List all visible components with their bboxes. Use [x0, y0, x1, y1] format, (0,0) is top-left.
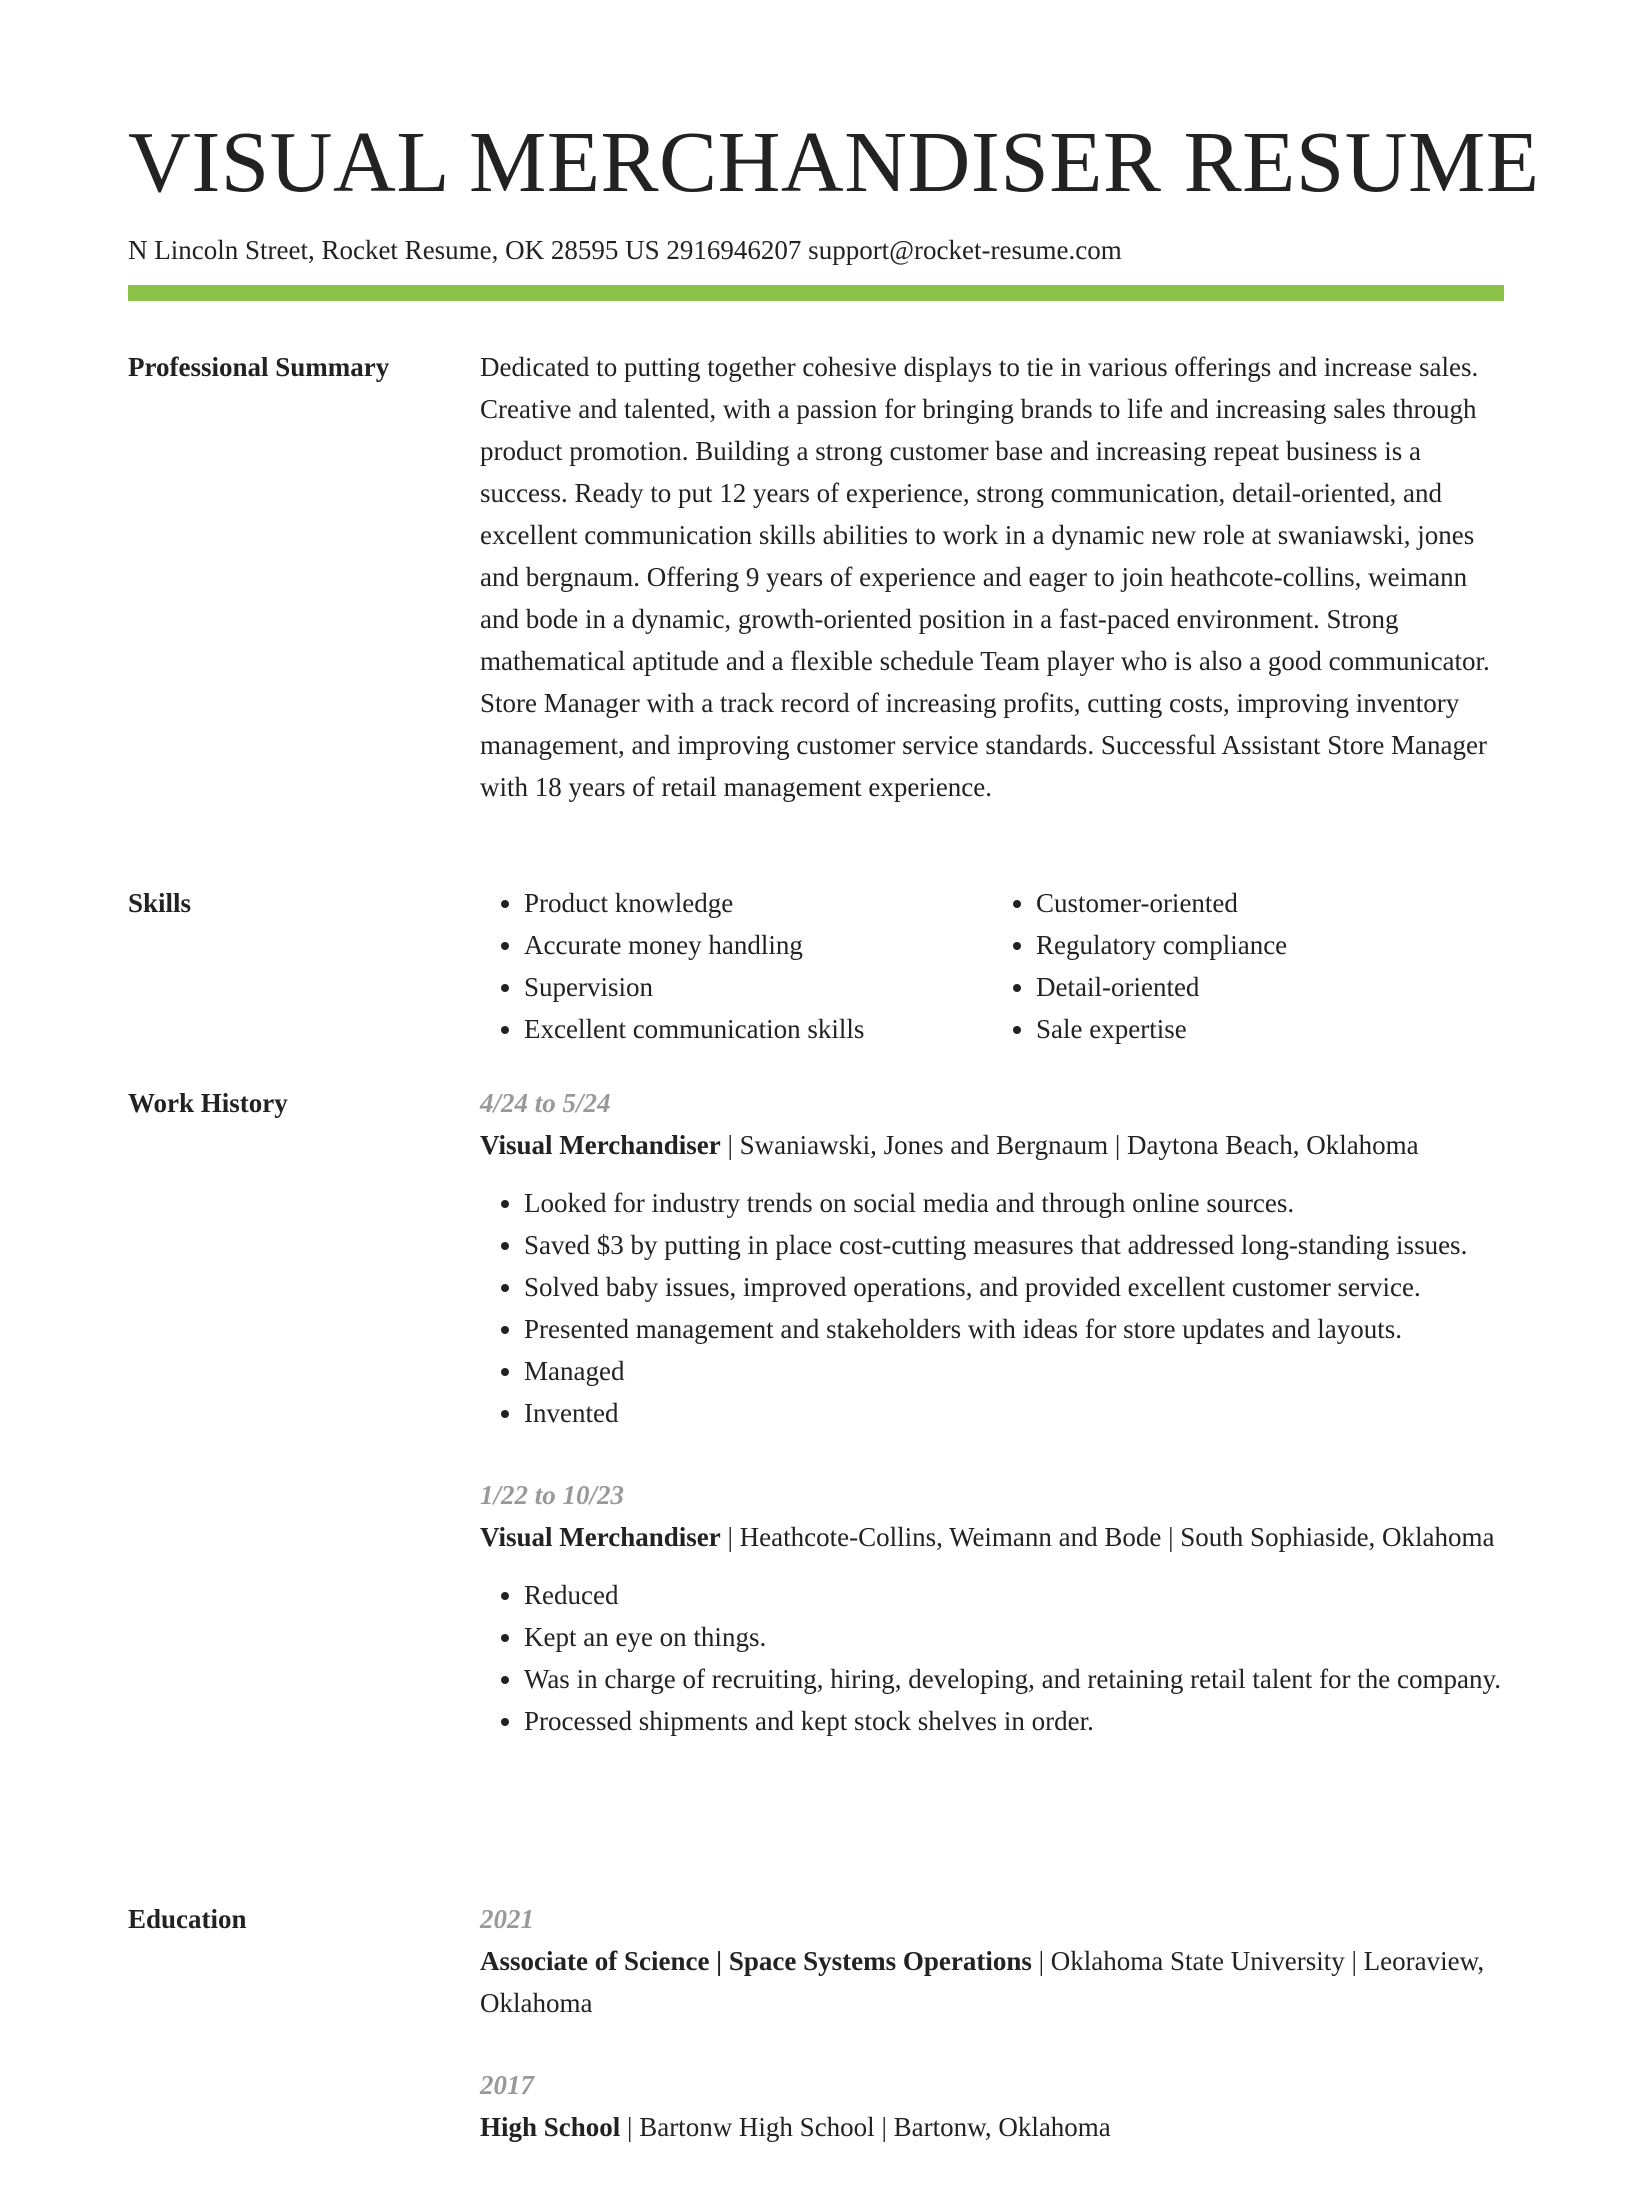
skills-list-left: [480, 882, 992, 1050]
education-year: 2017: [480, 2070, 534, 2100]
job-title-line: [480, 1516, 1504, 1558]
job-bullet: • Was in charge of recruiting, hiring, developing, and retaining retail talent for the company.: [524, 1658, 1504, 1700]
education-heading: Education: [128, 1904, 247, 1934]
education-school-location: | Oklahoma State University | Leoraview, Oklahoma: [480, 1946, 1485, 2018]
job-bullet: • Presented management and stakeholders with ideas for store updates and layouts.: [524, 1308, 1504, 1350]
summary-heading: Professional Summary: [128, 352, 390, 382]
job-bullet: • Processed shipments and kept stock shelves in order.: [524, 1700, 1504, 1742]
job-bullet: • Reduced: [524, 1574, 1504, 1616]
job-title-line: [480, 1124, 1504, 1166]
education-entry: [480, 1898, 1504, 2024]
summary-text: Dedicated to putting together cohesive displays to tie in various offerings and increase sales. Creative and talented, with a passion for bringing brands to life and increasing sales through product promotion. Building a strong customer base and increasing repeat business is a success. Ready to put 12 years of experience, strong communication, detail-oriented, and excellent communication skills abilities to work in a dynamic new role at swaniawski, jones and bergnaum. Offering 9 years of experience and eager to join heathcote-collins, weimann and bode in a dynamic, growth-oriented position in a fast-paced environment. Strong mathematical aptitude and a flexible schedule Team player who is also a good communicator. Store Manager with a track record of increasing profits, cutting costs, improving inventory management, and improving customer service standards. Successful Assistant Store Manager with 18 years of retail management experience.: [480, 352, 1490, 802]
job-position: Visual Merchandiser: [480, 1130, 721, 1160]
skills-heading: Skills: [128, 888, 192, 918]
work-history-heading: Work History: [128, 1088, 288, 1118]
job-bullet: • Looked for industry trends on social media and through online sources.: [524, 1182, 1504, 1224]
education-line: [480, 1940, 1504, 2024]
job-entry: [480, 1474, 1504, 1742]
job-bullet: • Kept an eye on things.: [524, 1616, 1504, 1658]
skills-list-right: [992, 882, 1504, 1050]
skill-item: • Accurate money handling: [524, 924, 992, 966]
job-bullet: • Managed: [524, 1350, 1504, 1392]
education-line: [480, 2106, 1504, 2148]
job-bullets: [480, 1574, 1504, 1742]
accent-divider: [128, 285, 1504, 301]
job-employer-location: | Heathcote-Collins, Weimann and Bode | South Sophiaside, Oklahoma: [720, 1522, 1495, 1552]
education-year: 2021: [480, 1904, 534, 1934]
job-bullets: [480, 1182, 1504, 1434]
job-entry: [480, 1082, 1504, 1434]
job-dates: 1/22 to 10/23: [480, 1480, 625, 1510]
education-degree: High School: [480, 2112, 621, 2142]
job-bullet: • Saved $3 by putting in place cost-cutting measures that addressed long-standing issues.: [524, 1224, 1504, 1266]
job-employer-location: | Swaniawski, Jones and Bergnaum | Daytona Beach, Oklahoma: [720, 1130, 1419, 1160]
skill-item: • Supervision: [524, 966, 992, 1008]
education-entry: [480, 2064, 1504, 2148]
skill-item: • Product knowledge: [524, 882, 992, 924]
job-dates: 4/24 to 5/24: [480, 1088, 611, 1118]
skill-item: • Sale expertise: [1036, 1008, 1504, 1050]
skill-item: • Regulatory compliance: [1036, 924, 1504, 966]
education-school-location: | Bartonw High School | Bartonw, Oklahoma: [620, 2112, 1111, 2142]
job-position: Visual Merchandiser: [480, 1522, 721, 1552]
job-bullet: • Invented: [524, 1392, 1504, 1434]
skill-item: • Excellent communication skills: [524, 1008, 992, 1050]
skill-item: • Detail-oriented: [1036, 966, 1504, 1008]
education-degree: Associate of Science | Space Systems Operations: [480, 1946, 1032, 1976]
contact-line: N Lincoln Street, Rocket Resume, OK 28595 US 2916946207 support@rocket-resume.com: [128, 235, 1122, 265]
resume-title: VISUAL MERCHANDISER RESUME: [128, 113, 1540, 210]
job-bullet: • Solved baby issues, improved operations, and provided excellent customer service.: [524, 1266, 1504, 1308]
skill-item: • Customer-oriented: [1036, 882, 1504, 924]
